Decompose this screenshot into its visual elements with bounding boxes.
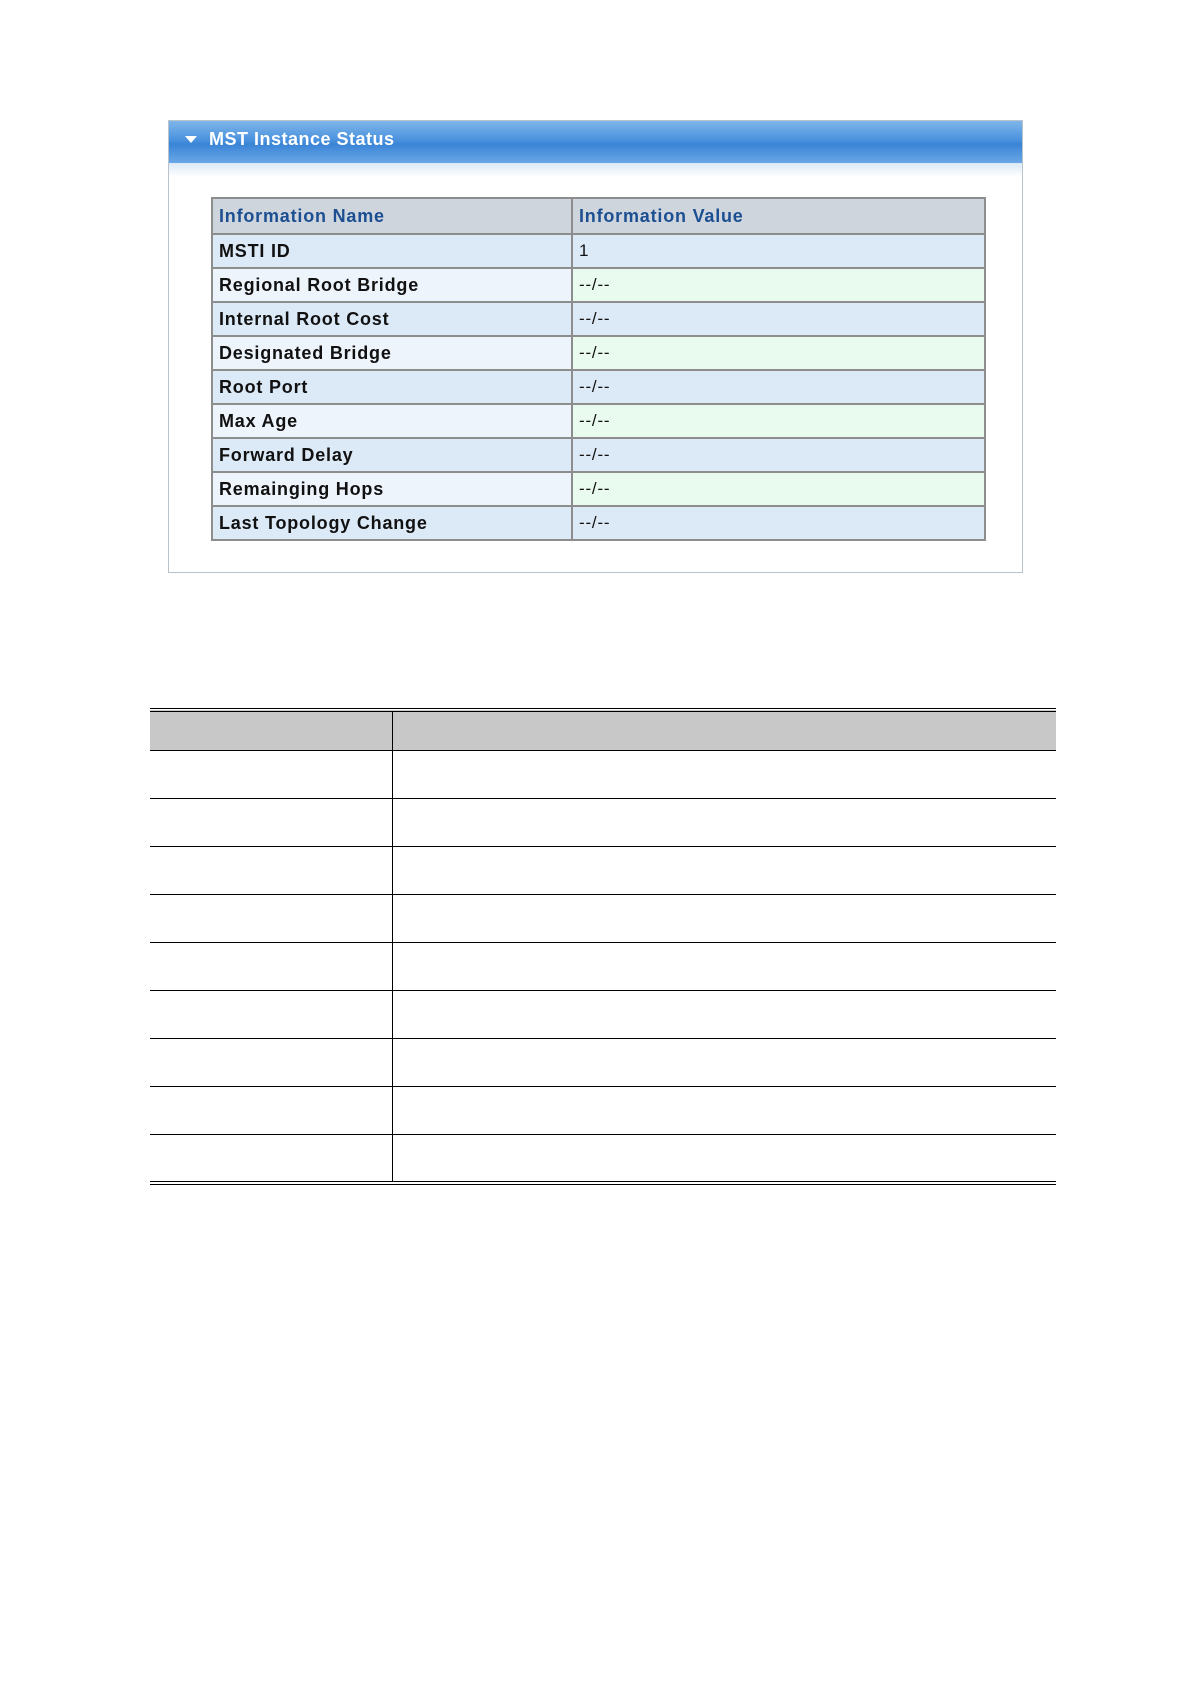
row-value: --/--	[572, 506, 985, 540]
row-name: Last Topology Change	[212, 506, 572, 540]
description-cell-object	[150, 991, 392, 1039]
table-row	[150, 847, 1056, 895]
table-row	[150, 895, 1056, 943]
description-cell-object	[150, 1135, 392, 1183]
description-cell-text	[392, 1135, 1056, 1183]
table-row	[212, 506, 985, 540]
table-row	[212, 336, 985, 370]
row-name: MSTI ID	[212, 234, 572, 268]
panel-title: MST Instance Status	[209, 128, 395, 149]
row-value: --/--	[572, 370, 985, 404]
table-row	[212, 268, 985, 302]
table-row	[212, 234, 985, 268]
description-header-object	[150, 710, 392, 751]
description-cell-object	[150, 943, 392, 991]
description-cell-text	[392, 799, 1056, 847]
row-name: Designated Bridge	[212, 336, 572, 370]
description-cell-text	[392, 895, 1056, 943]
row-name: Regional Root Bridge	[212, 268, 572, 302]
table-row	[150, 991, 1056, 1039]
table-row	[150, 751, 1056, 799]
table-row	[212, 370, 985, 404]
description-cell-text	[392, 751, 1056, 799]
table-row	[212, 302, 985, 336]
table-row	[150, 1087, 1056, 1135]
panel-header[interactable]	[169, 121, 1022, 164]
description-cell-text	[392, 1087, 1056, 1135]
panel-header-band	[169, 163, 1022, 177]
row-value: --/--	[572, 438, 985, 472]
mst-instance-status-panel	[168, 120, 1023, 573]
row-value: --/--	[572, 336, 985, 370]
description-header-description	[392, 710, 1056, 751]
table-row	[212, 472, 985, 506]
description-cell-object	[150, 847, 392, 895]
column-header-information-name: Information Name	[212, 198, 572, 234]
mst-status-table	[211, 197, 986, 541]
row-name: Max Age	[212, 404, 572, 438]
table-row	[150, 799, 1056, 847]
row-value: 1	[572, 234, 985, 268]
row-value: --/--	[572, 302, 985, 336]
caret-down-icon[interactable]	[185, 136, 197, 143]
row-value: --/--	[572, 472, 985, 506]
row-value: --/--	[572, 268, 985, 302]
description-cell-text	[392, 1039, 1056, 1087]
table-row	[150, 943, 1056, 991]
row-name: Remainging Hops	[212, 472, 572, 506]
row-value: --/--	[572, 404, 985, 438]
description-cell-object	[150, 1087, 392, 1135]
row-name: Root Port	[212, 370, 572, 404]
table-row	[150, 1135, 1056, 1183]
row-name: Internal Root Cost	[212, 302, 572, 336]
description-cell-text	[392, 943, 1056, 991]
table-row	[212, 404, 985, 438]
table-row	[150, 1039, 1056, 1087]
description-cell-text	[392, 847, 1056, 895]
description-cell-object	[150, 895, 392, 943]
description-table	[150, 708, 1056, 1185]
description-cell-object	[150, 1039, 392, 1087]
table-row	[212, 438, 985, 472]
row-name: Forward Delay	[212, 438, 572, 472]
description-cell-object	[150, 751, 392, 799]
description-cell-object	[150, 799, 392, 847]
description-cell-text	[392, 991, 1056, 1039]
column-header-information-value: Information Value	[572, 198, 985, 234]
